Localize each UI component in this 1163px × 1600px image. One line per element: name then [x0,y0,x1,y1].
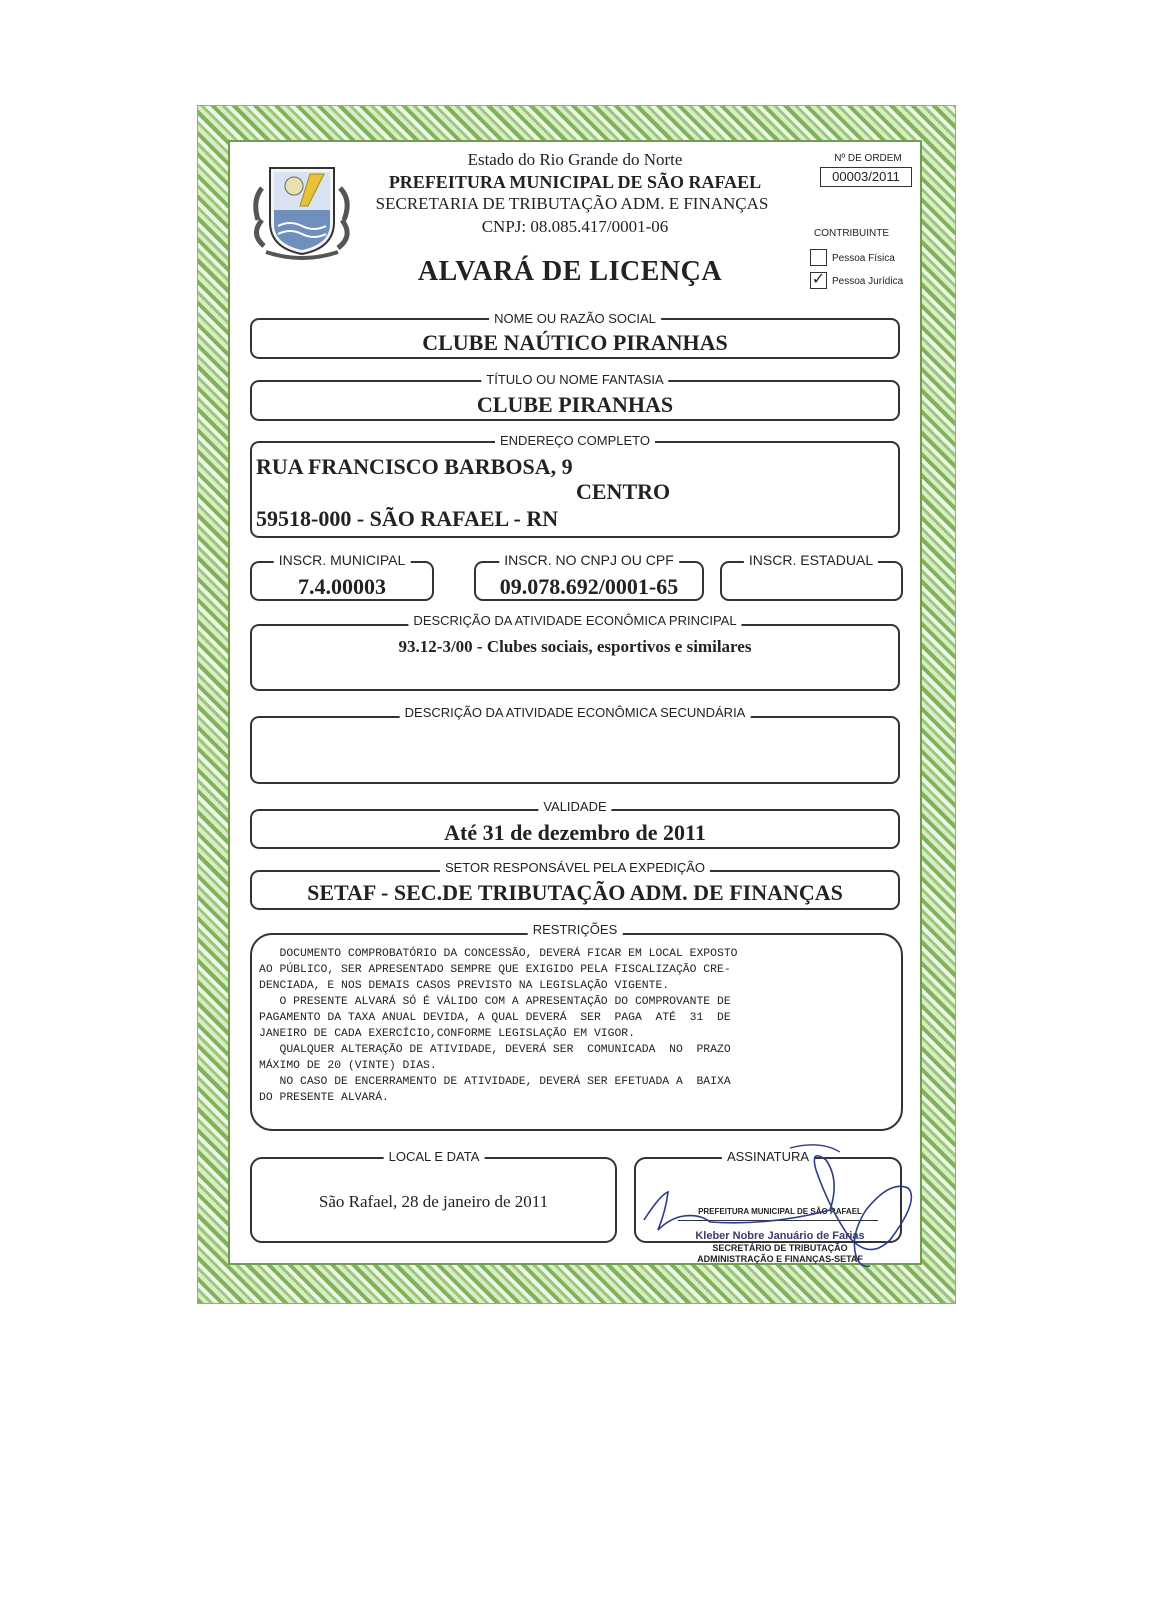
nome-value: CLUBE NAÚTICO PIRANHAS [422,330,728,355]
validade-label: VALIDADE [538,799,611,814]
setor-label: SETOR RESPONSÁVEL PELA EXPEDIÇÃO [440,860,710,875]
local-data-label: LOCAL E DATA [384,1149,485,1164]
order-number: 00003/2011 [820,167,912,187]
restricoes-line: DOCUMENTO COMPROBATÓRIO DA CONCESSÃO, DEVERÁ FICAR EM LOCAL EXPOSTO [259,948,738,960]
inscr-cnpj-value: 09.078.692/0001-65 [499,574,679,599]
inscr-municipal-value: 7.4.00003 [298,574,386,599]
fantasia-label: TÍTULO OU NOME FANTASIA [481,372,668,387]
restricoes-line: PAGAMENTO DA TAXA ANUAL DEVIDA, A QUAL DEVERÁ SER PAGA ATÉ 31 DE [259,1012,731,1024]
endereco-line2: CENTRO [576,479,671,504]
pessoa-fisica-label: Pessoa Física [832,253,895,264]
checkmark-icon: ✓ [811,271,826,288]
handwritten-signature [640,1140,940,1280]
inscr-cnpj-label: INSCR. NO CNPJ OU CPF [499,552,679,568]
state-name: Estado do Rio Grande do Norte [467,150,683,169]
atividade-principal-value: 93.12-3/00 - Clubes sociais, esportivos e similares [398,637,752,656]
restricoes-line: AO PÚBLICO, SER APRESENTADO SEMPRE QUE EXIGIDO PELA FISCALIZAÇÃO CRE- [259,964,731,976]
pessoa-juridica-label: Pessoa Jurídica [832,276,904,287]
restricoes-line: MÁXIMO DE 20 (VINTE) DIAS. [259,1060,437,1072]
atividade-principal-field [250,624,900,691]
endereco-line3: 59518-000 - SÃO RAFAEL - RN [256,506,559,531]
secretaria-name: SECRETARIA DE TRIBUTAÇÃO ADM. E FINANÇAS [375,194,769,213]
restricoes-line: O PRESENTE ALVARÁ SÓ É VÁLIDO COM A APRESENTAÇÃO DO COMPROVANTE DE [259,996,731,1008]
stamp-department: ADMINISTRAÇÃO E FINANÇAS-SETAF [697,1254,863,1264]
restricoes-line: DENCIADA, E NOS DEMAIS CASOS PREVISTO NA LEGISLAÇÃO VIGENTE. [259,980,670,992]
restricoes-line: NO CASO DE ENCERRAMENTO DE ATIVIDADE, DEVERÁ SER EFETUADA A BAIXA [259,1076,731,1088]
header-cnpj: CNPJ: 08.085.417/0001-06 [481,217,669,236]
coat-of-arms-icon [248,160,356,260]
stamp-prefeitura: PREFEITURA MUNICIPAL DE SÃO RAFAEL [698,1207,862,1216]
restricoes-line: JANEIRO DE CADA EXERCÍCIO,CONFORME LEGISLAÇÃO EM VIGOR. [259,1028,635,1040]
atividade-secundaria-field [250,716,900,784]
document-title: ALVARÁ DE LICENÇA [417,256,723,287]
restricoes-line: QUALQUER ALTERAÇÃO DE ATIVIDADE, DEVERÁ SER COMUNICADA NO PRAZO [259,1044,731,1056]
pessoa-fisica-checkbox[interactable] [810,249,827,266]
local-data-value: São Rafael, 28 de janeiro de 2011 [318,1192,549,1211]
order-number-label: Nº DE ORDEM [834,153,902,164]
pessoa-juridica-checkbox[interactable] [810,272,827,289]
atividade-principal-label: DESCRIÇÃO DA ATIVIDADE ECONÔMICA PRINCIPAL [408,613,741,628]
atividade-secundaria-label: DESCRIÇÃO DA ATIVIDADE ECONÔMICA SECUNDÁRIA [400,705,751,720]
stamp-title: SECRETÁRIO DE TRIBUTAÇÃO [712,1243,848,1253]
prefeitura-name: PREFEITURA MUNICIPAL DE SÃO RAFAEL [388,172,762,192]
endereco-label: ENDEREÇO COMPLETO [495,433,655,448]
inscr-estadual-label: INSCR. ESTADUAL [744,552,878,568]
nome-label: NOME OU RAZÃO SOCIAL [489,311,661,326]
stamp-name: Kleber Nobre Januário de Farias [695,1230,865,1242]
fantasia-value: CLUBE PIRANHAS [476,392,674,417]
restricoes-label: RESTRIÇÕES [528,922,623,937]
restricoes-line: DO PRESENTE ALVARÁ. [259,1092,389,1104]
inscr-municipal-label: INSCR. MUNICIPAL [274,552,411,568]
assinatura-label: ASSINATURA [722,1149,814,1164]
setor-value: SETAF - SEC.DE TRIBUTAÇÃO ADM. DE FINANÇAS [307,880,843,905]
validade-value: Até 31 de dezembro de 2011 [444,820,706,845]
contribuinte-label: CONTRIBUINTE [814,228,889,239]
endereco-line1: RUA FRANCISCO BARBOSA, 9 [256,454,573,479]
